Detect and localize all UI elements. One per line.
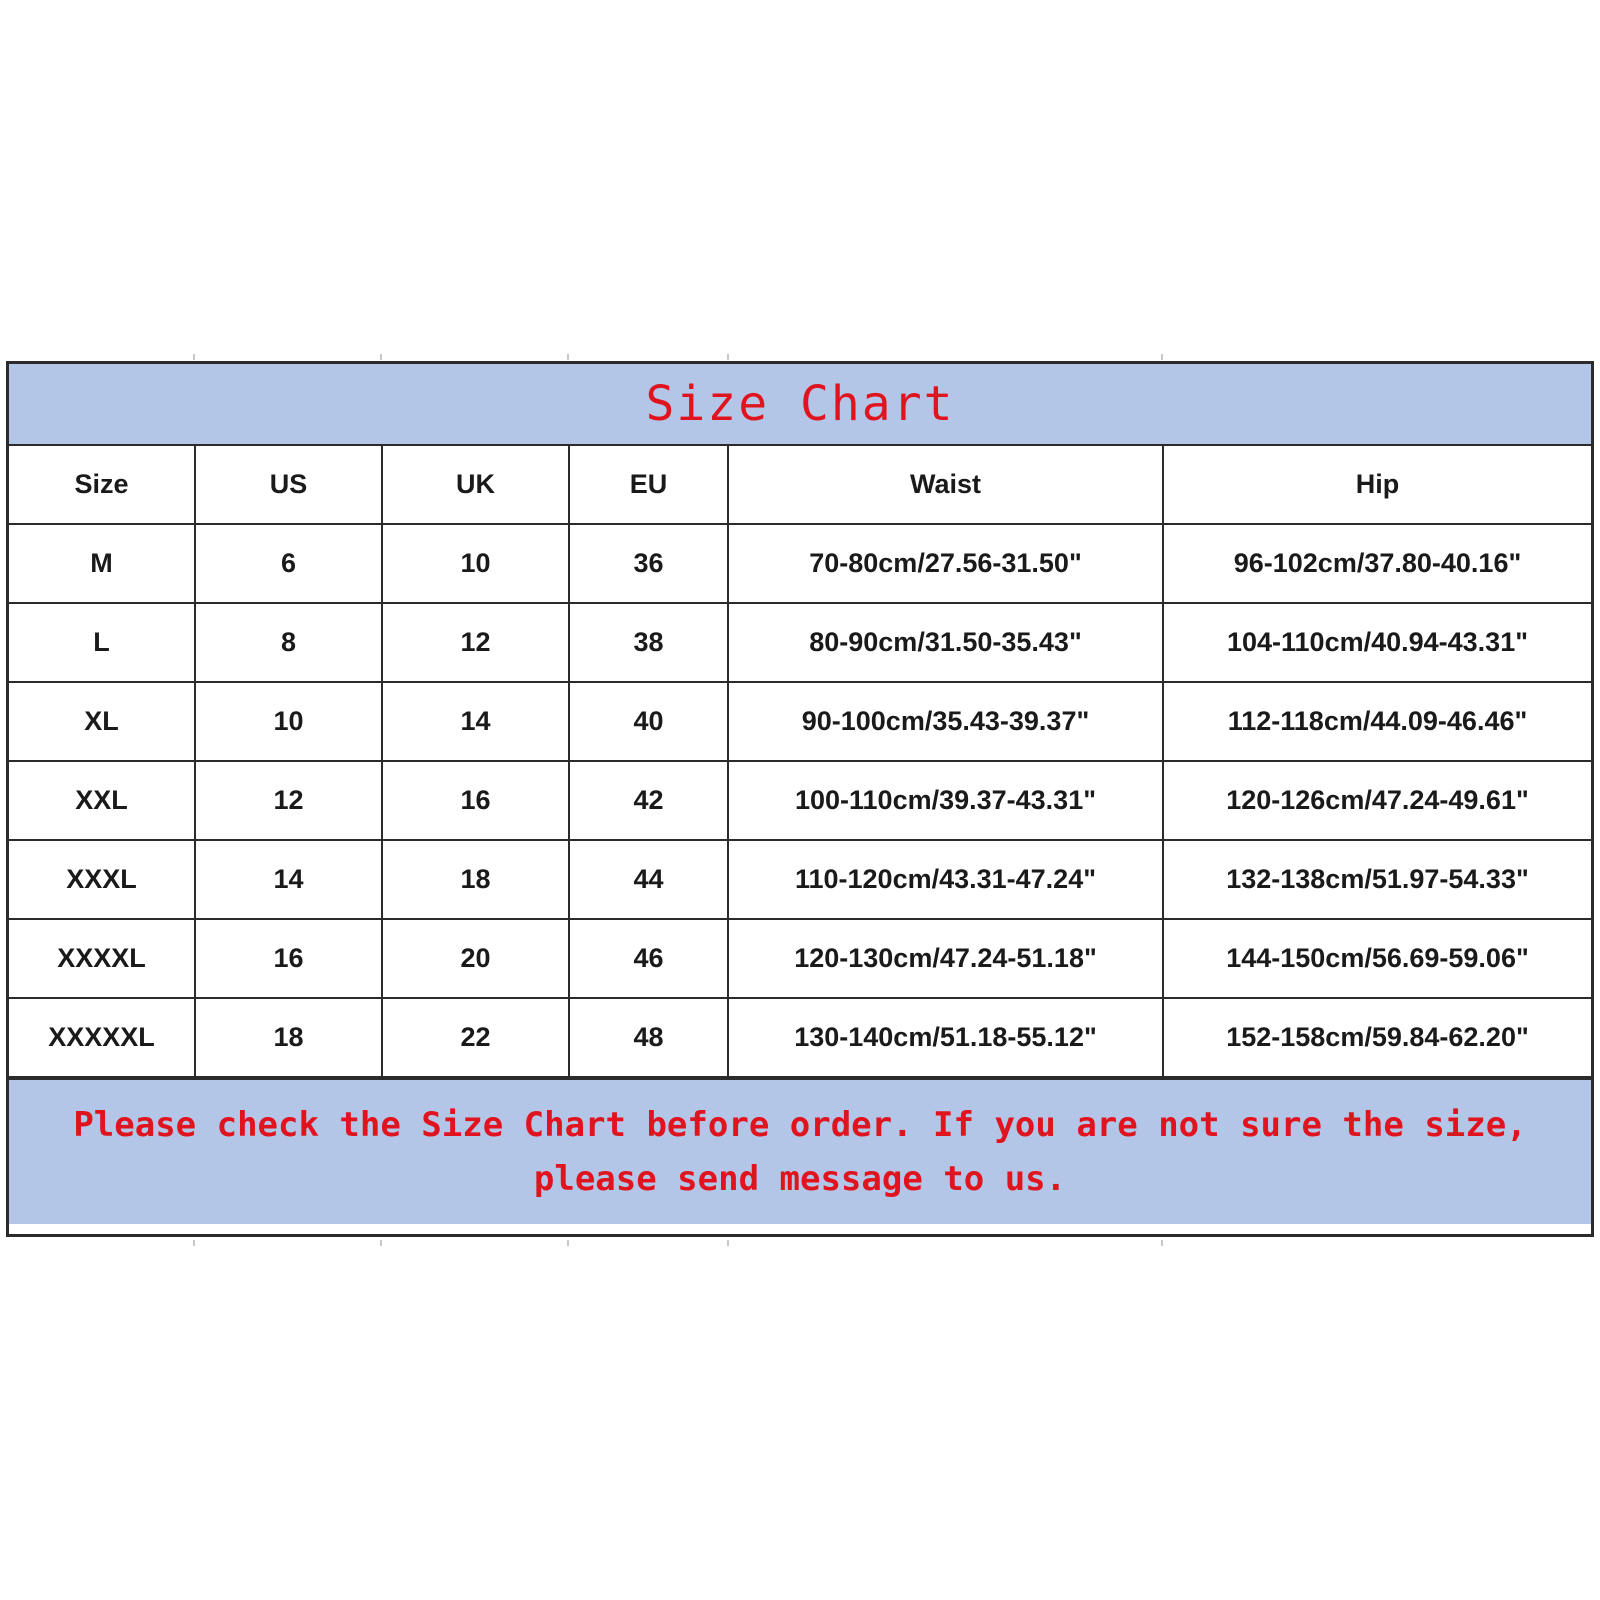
waist-cell: 70-80cm/27.56-31.50"	[728, 524, 1163, 603]
eu-cell: 42	[569, 761, 728, 840]
eu-cell: 48	[569, 998, 728, 1077]
size-cell: XXXL	[9, 840, 195, 919]
uk-cell: 16	[382, 761, 569, 840]
grid-tick	[567, 354, 569, 360]
grid-tick	[193, 1240, 195, 1246]
grid-tick	[1161, 1240, 1163, 1246]
grid-tick	[567, 1240, 569, 1246]
waist-cell: 110-120cm/43.31-47.24"	[728, 840, 1163, 919]
table-row	[9, 524, 1591, 603]
size-cell: XXL	[9, 761, 195, 840]
eu-cell: 44	[569, 840, 728, 919]
column-header-size: Size	[9, 446, 195, 524]
hip-cell: 144-150cm/56.69-59.06"	[1163, 919, 1591, 998]
grid-tick	[380, 1240, 382, 1246]
size-table	[9, 446, 1591, 1078]
size-note-text: Please check the Size Chart before order. If you are not sure the size, please send message to us.	[73, 1105, 1527, 1199]
size-cell: XXXXL	[9, 919, 195, 998]
column-header-uk: UK	[382, 446, 569, 524]
column-header-hip: Hip	[1163, 446, 1591, 524]
uk-cell: 20	[382, 919, 569, 998]
size-cell: L	[9, 603, 195, 682]
grid-tick	[193, 354, 195, 360]
table-row	[9, 682, 1591, 761]
us-cell: 14	[195, 840, 382, 919]
size-cell: XXXXXL	[9, 998, 195, 1077]
column-header-us: US	[195, 446, 382, 524]
eu-cell: 46	[569, 919, 728, 998]
waist-cell: 130-140cm/51.18-55.12"	[728, 998, 1163, 1077]
size-cell: XL	[9, 682, 195, 761]
size-chart	[6, 361, 1594, 1237]
size-cell: M	[9, 524, 195, 603]
column-header-waist: Waist	[728, 446, 1163, 524]
us-cell: 10	[195, 682, 382, 761]
us-cell: 12	[195, 761, 382, 840]
hip-cell: 104-110cm/40.94-43.31"	[1163, 603, 1591, 682]
us-cell: 16	[195, 919, 382, 998]
size-note-banner	[9, 1078, 1591, 1224]
table-row	[9, 998, 1591, 1077]
eu-cell: 38	[569, 603, 728, 682]
uk-cell: 12	[382, 603, 569, 682]
uk-cell: 22	[382, 998, 569, 1077]
grid-tick	[1161, 354, 1163, 360]
size-chart-title: Size Chart	[9, 364, 1591, 446]
eu-cell: 40	[569, 682, 728, 761]
grid-tick	[727, 1240, 729, 1246]
waist-cell: 90-100cm/35.43-39.37"	[728, 682, 1163, 761]
waist-cell: 120-130cm/47.24-51.18"	[728, 919, 1163, 998]
grid-tick	[380, 354, 382, 360]
hip-cell: 112-118cm/44.09-46.46"	[1163, 682, 1591, 761]
header-row	[9, 446, 1591, 524]
table-row	[9, 603, 1591, 682]
waist-cell: 100-110cm/39.37-43.31"	[728, 761, 1163, 840]
uk-cell: 10	[382, 524, 569, 603]
table-row	[9, 761, 1591, 840]
waist-cell: 80-90cm/31.50-35.43"	[728, 603, 1163, 682]
grid-tick	[727, 354, 729, 360]
hip-cell: 96-102cm/37.80-40.16"	[1163, 524, 1591, 603]
uk-cell: 18	[382, 840, 569, 919]
hip-cell: 120-126cm/47.24-49.61"	[1163, 761, 1591, 840]
eu-cell: 36	[569, 524, 728, 603]
table-row	[9, 919, 1591, 998]
us-cell: 6	[195, 524, 382, 603]
table-row	[9, 840, 1591, 919]
us-cell: 8	[195, 603, 382, 682]
uk-cell: 14	[382, 682, 569, 761]
hip-cell: 132-138cm/51.97-54.33"	[1163, 840, 1591, 919]
column-header-eu: EU	[569, 446, 728, 524]
hip-cell: 152-158cm/59.84-62.20"	[1163, 998, 1591, 1077]
us-cell: 18	[195, 998, 382, 1077]
